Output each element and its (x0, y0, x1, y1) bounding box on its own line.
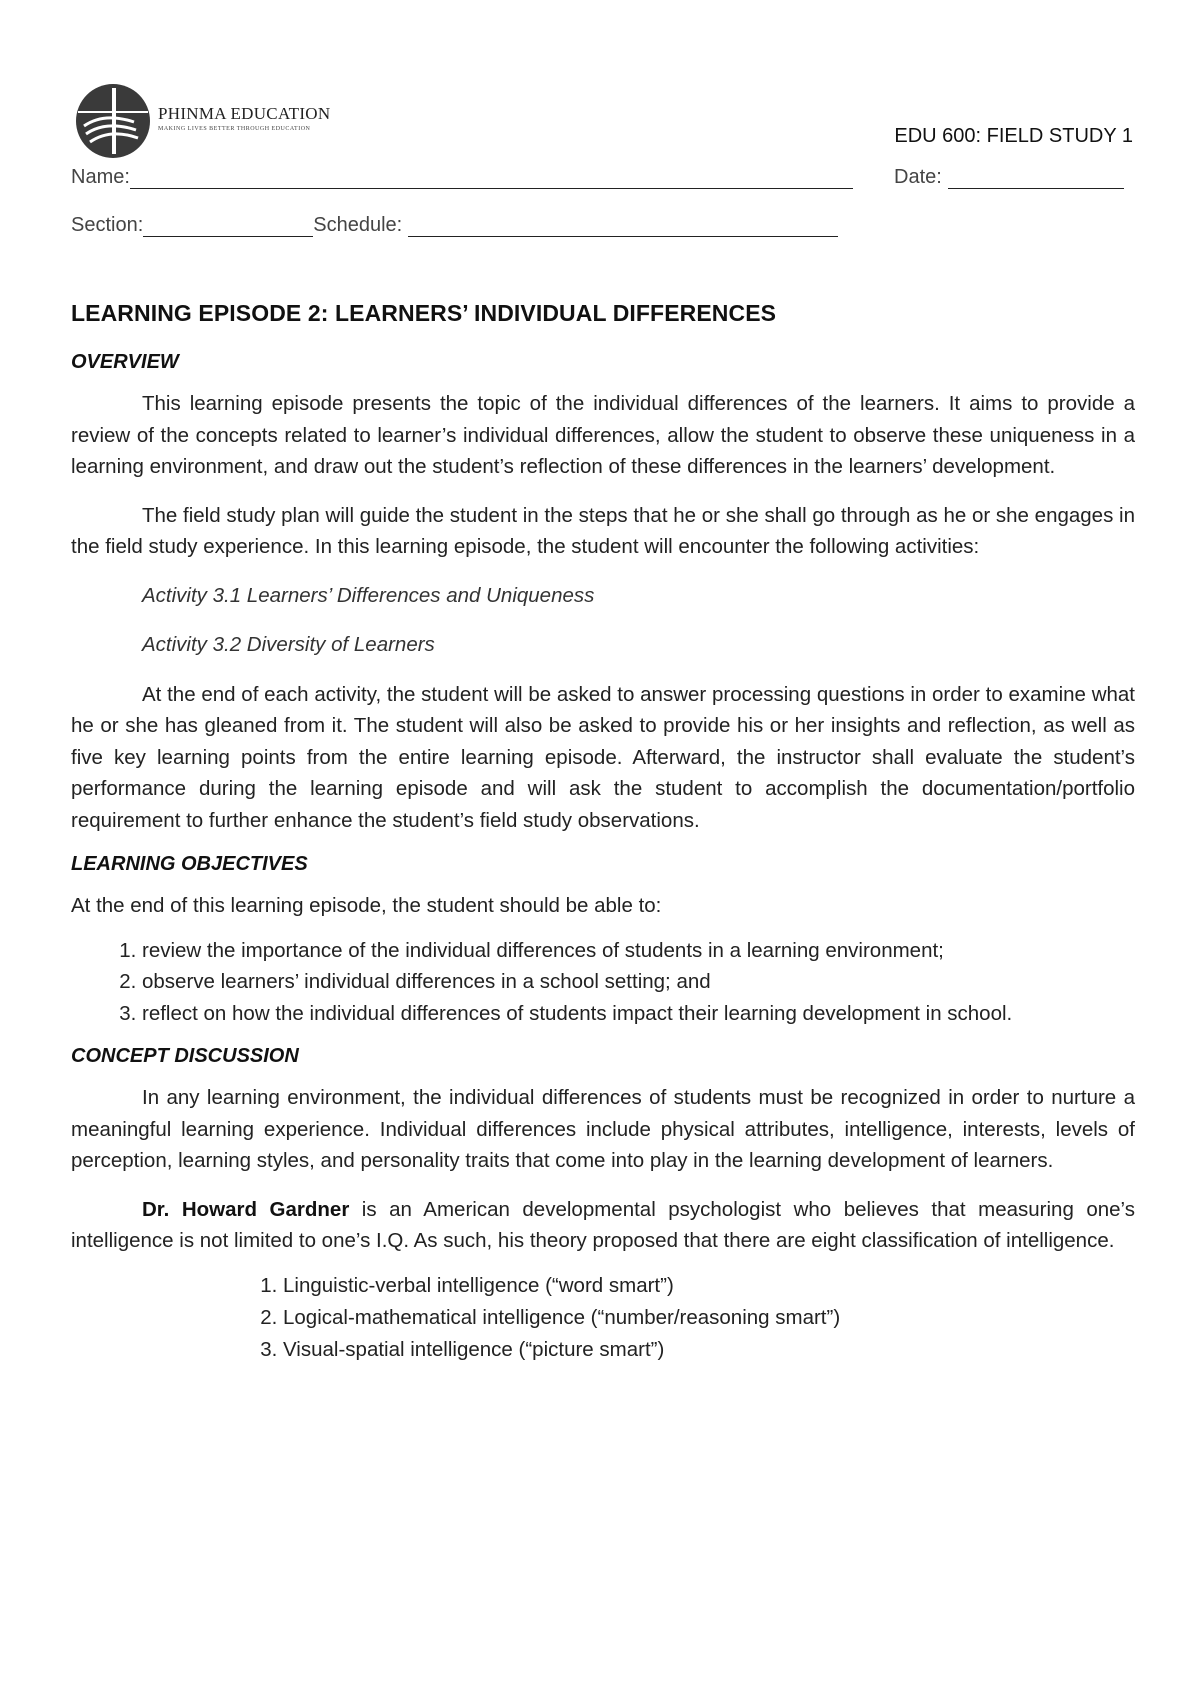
overview-heading: OVERVIEW (71, 351, 179, 373)
name-field[interactable] (130, 166, 853, 189)
logo-name: PHINMA EDUCATION (158, 104, 331, 123)
objectives-intro: At the end of this learning episode, the student should be able to: (71, 894, 662, 917)
intelligence-item: 2. Logical-mathematical intelligence (“number/reasoning smart”) (283, 1302, 1135, 1334)
date-field[interactable] (948, 166, 1124, 189)
course-title: EDU 600: FIELD STUDY 1 (894, 125, 1133, 147)
episode-title: LEARNING EPISODE 2: LEARNERS’ INDIVIDUAL DIFFERENCES (71, 300, 777, 326)
activity-item: Activity 3.2 Diversity of Learners (142, 633, 435, 656)
name-label: Name: (71, 166, 130, 188)
name-row (71, 166, 853, 189)
objectives-heading: LEARNING OBJECTIVES (71, 853, 308, 875)
activity-item: Activity 3.1 Learners’ Differences and Uniqueness (142, 583, 595, 607)
section-field[interactable] (143, 214, 313, 237)
overview-paragraph-2: The field study plan will guide the student in the steps that he or she shall go through as he or she engages in the field study experience. In this learning episode, the student will encounter the following activities: (71, 503, 1135, 558)
main-content (71, 300, 1135, 1366)
logo-tagline: MAKING LIVES BETTER THROUGH EDUCATION (158, 126, 311, 132)
objective-item: 3. reflect on how the individual differences of students impact their learning development in school. (142, 998, 1135, 1030)
intelligences-list (71, 1270, 1135, 1366)
overview-paragraph-3: At the end of each activity, the student will be asked to answer processing questions in order to examine what he or she has gleaned from it. The student will also be asked to provide his or her insights and reflection, as well as five key learning points from the entire learning episode. Afterward, the instructor shall evaluate the student’s performance during the learning episode and will ask the student to accomplish the documentation/portfolio requirement to further enhance the student’s field study observations. (71, 682, 1135, 832)
overview-paragraph-1: This learning episode presents the topic of the individual differences of the learners. It aims to provide a review of the concepts related to learner’s individual differences, allow the student to observe these uniqueness in a learning environment, and draw out the student’s reflection of these differences in the learners’ development. (71, 392, 1135, 478)
intelligence-item: 3. Visual-spatial intelligence (“picture smart”) (283, 1334, 1135, 1366)
date-label: Date: (894, 166, 942, 188)
gardner-name: Dr. Howard Gardner (142, 1197, 350, 1221)
gardner-paragraph (71, 1194, 1135, 1257)
objective-item: 1. review the importance of the individual differences of students in a learning environment; (142, 935, 1135, 967)
phinma-logo (74, 82, 330, 160)
concept-paragraph-1: In any learning environment, the individual differences of students must be recognized in order to nurture a meaningful learning experience. Individual differences include physical attributes, intelligence, interests, levels of perception, learning styles, and personality traits that come into play in the learning development of learners. (71, 1086, 1135, 1172)
objectives-list (71, 935, 1135, 1030)
phinma-logo-icon (74, 82, 152, 160)
section-label: Section: (71, 214, 144, 236)
intelligence-item: 1. Linguistic-verbal intelligence (“word smart”) (283, 1270, 1135, 1302)
schedule-label: Schedule: (313, 214, 403, 236)
gardner-text: is an American developmental psychologist who believes that measuring one’s intelligence is not limited to one’s I.Q. As such, his theory proposed that there are eight classification of intelligence. (71, 1197, 1135, 1252)
concept-heading: CONCEPT DISCUSSION (71, 1045, 299, 1067)
schedule-field[interactable] (408, 214, 838, 237)
date-row (894, 166, 1124, 189)
section-row (71, 214, 838, 237)
objective-item: 2. observe learners’ individual differences in a school setting; and (142, 966, 1135, 998)
